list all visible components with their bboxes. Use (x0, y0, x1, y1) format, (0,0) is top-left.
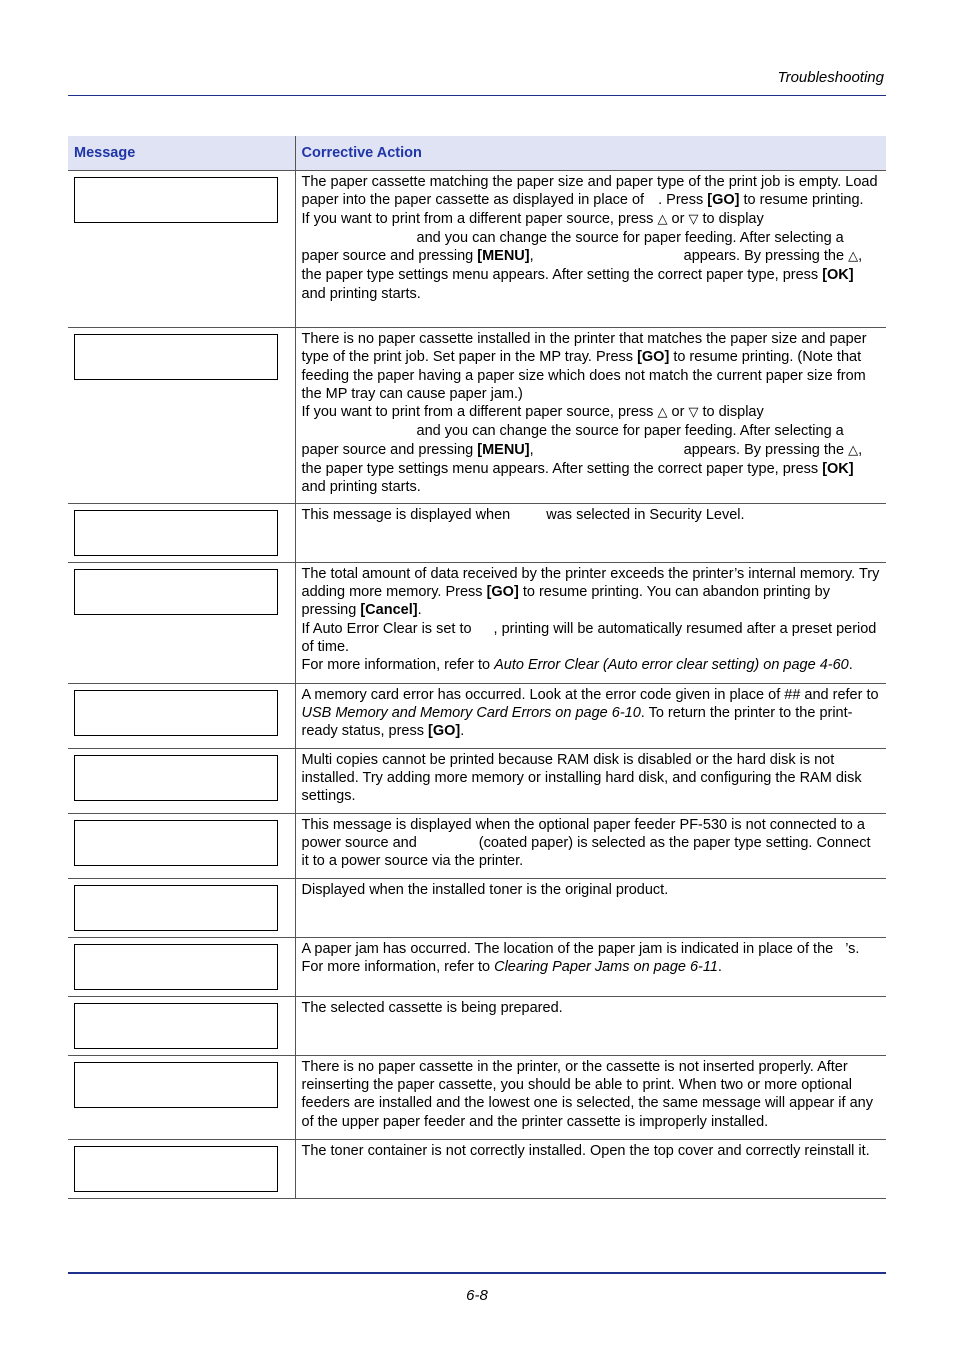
table-row (68, 503, 886, 562)
message-cell (68, 1055, 295, 1139)
action-cell: The toner container is not correctly installed. Open the top cover and correctly reinstall it. (295, 1139, 886, 1198)
running-header: Troubleshooting (777, 69, 884, 86)
column-header-message: Message (68, 136, 295, 171)
up-arrow-icon: △ (848, 442, 859, 458)
action-cell: The total amount of data received by the printer exceeds the printer’s internal memory. Try adding more memory. Press [GO] to resume printing. You can abandon printing by pressing [Cancel]. If Auto Error Clear is set to , printing will be automatically resumed after a preset period of time. For more information, refer to Auto Error Clear (Auto error clear setting) on page 4-60. (295, 562, 886, 683)
lcd-message-box (74, 334, 278, 380)
table-row (68, 878, 886, 937)
action-cell: This message is displayed when was selected in Security Level. (295, 503, 886, 562)
message-cell (68, 683, 295, 748)
lcd-message-box (74, 885, 278, 931)
table-row (68, 937, 886, 996)
message-cell (68, 328, 295, 504)
message-cell (68, 562, 295, 683)
down-arrow-icon: ▽ (688, 211, 699, 227)
action-cell: A paper jam has occurred. The location of the paper jam is indicated in place of the ’s. For more information, refer to Clearing Paper Jams on page 6-11. (295, 937, 886, 996)
column-header-action: Corrective Action (295, 136, 886, 171)
action-cell: A memory card error has occurred. Look at the error code given in place of ## and refer to USB Memory and Memory Card Errors on page 6-10. To return the printer to the print-ready status, press [GO]. (295, 683, 886, 748)
message-cell (68, 171, 295, 328)
lcd-message-box (74, 944, 278, 990)
table-row (68, 1139, 886, 1198)
up-arrow-icon: △ (657, 211, 668, 227)
action-cell: Multi copies cannot be printed because RAM disk is disabled or the hard disk is not installed. Try adding more memory or installing hard disk, and configuring the RAM disk settings. (295, 748, 886, 813)
lcd-message-box (74, 569, 278, 615)
message-cell (68, 878, 295, 937)
message-cell (68, 503, 295, 562)
table-row (68, 328, 886, 504)
action-cell: This message is displayed when the optional paper feeder PF-530 is not connected to a power source and (coated paper) is selected as the paper type setting. Connect it to a power source via the printer. (295, 813, 886, 878)
lcd-message-box (74, 177, 278, 223)
table-row (68, 562, 886, 683)
message-cell (68, 1139, 295, 1198)
action-cell: There is no paper cassette installed in the printer that matches the paper size and paper type of the print job. Set paper in the MP tray. Press [GO] to resume printing. (Note that feeding the paper having a paper size which does not match the current paper size from the MP tray can cause paper jam.) If you want to print from a different paper source, press △ or ▽ to display and you can change the source for paper feeding. After selecting a paper source and pressing [MENU], appears. By pressing the △, the paper type settings menu appears. After setting the correct paper type, press [OK] and printing starts. (295, 328, 886, 504)
table-row (68, 171, 886, 328)
message-cell (68, 748, 295, 813)
up-arrow-icon: △ (848, 249, 859, 265)
lcd-message-box (74, 1062, 278, 1108)
action-cell: The selected cassette is being prepared. (295, 996, 886, 1055)
message-table (68, 136, 886, 1199)
lcd-message-box (74, 820, 278, 866)
down-arrow-icon: ▽ (688, 405, 699, 421)
table-row (68, 813, 886, 878)
table-header-row (68, 136, 886, 171)
message-cell (68, 937, 295, 996)
lcd-message-box (74, 690, 278, 736)
lcd-message-box (74, 1003, 278, 1049)
action-cell: Displayed when the installed toner is the original product. (295, 878, 886, 937)
footer-rule (68, 1272, 886, 1274)
table-row (68, 683, 886, 748)
action-cell: The paper cassette matching the paper size and paper type of the print job is empty. Load paper into the paper cassette as displayed in place of . Press [GO] to resume printing. If you want to print from a different paper source, press △ or ▽ to display and you can change the source for paper feeding. After selecting a paper source and pressing [MENU], appears. By pressing the △, the paper type settings menu appears. After setting the correct paper type, press [OK] and printing starts. (295, 171, 886, 328)
table-row (68, 748, 886, 813)
header-rule (68, 95, 886, 96)
message-cell (68, 996, 295, 1055)
lcd-message-box (74, 510, 278, 556)
table-row (68, 1055, 886, 1139)
action-cell: There is no paper cassette in the printer, or the cassette is not inserted properly. After reinserting the paper cassette, you should be able to print. When two or more optional feeders are installed and the lowest one is selected, the same message will appear if any of the upper paper feeder and the printer cassette is improperly installed. (295, 1055, 886, 1139)
up-arrow-icon: △ (657, 405, 668, 421)
table-row (68, 996, 886, 1055)
page-number: 6-8 (466, 1287, 488, 1304)
lcd-message-box (74, 1146, 278, 1192)
message-cell (68, 813, 295, 878)
lcd-message-box (74, 755, 278, 801)
